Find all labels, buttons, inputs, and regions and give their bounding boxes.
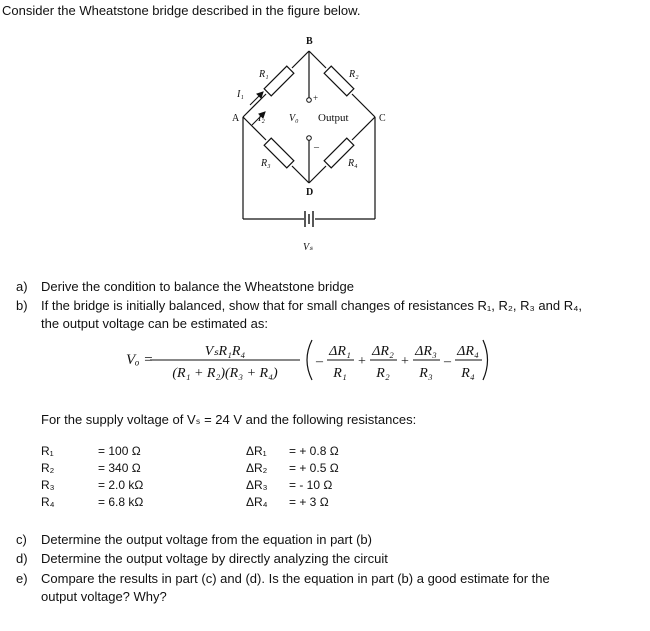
part-a-text: Derive the condition to balance the Wheatstone bridge <box>41 279 354 294</box>
wheatstone-bridge-diagram <box>225 28 415 258</box>
equation-lhs: Vₒ = <box>126 352 154 368</box>
equation-term-3-num: ΔR₃ <box>415 344 437 359</box>
table-row-2-rv: = 340 Ω <box>98 461 141 475</box>
node-b-label: B <box>306 36 313 47</box>
output-minus: – <box>314 142 319 153</box>
part-c <box>16 531 616 549</box>
node-d-label: D <box>306 187 314 198</box>
equation-term-1-sign: – <box>316 354 323 369</box>
table-row-4-r: R₄ <box>41 495 55 509</box>
part-b <box>16 297 616 333</box>
equation-term-3-den: R₃ <box>419 366 433 381</box>
table-row-1-d: ΔR₁ <box>246 444 267 458</box>
equation-main-num: VₛR₁R₄ <box>204 344 246 359</box>
part-e <box>16 570 616 606</box>
table-row-2-dv: = + 0.5 Ω <box>289 461 339 475</box>
table-row-1-dv: = + 0.8 Ω <box>289 444 339 458</box>
part-d <box>16 550 616 568</box>
supply-text: For the supply voltage of Vₛ = 24 V and the following resistances: <box>41 412 417 427</box>
r1-resistor <box>264 66 294 96</box>
part-b-line2: the output voltage can be estimated as: <box>41 316 268 331</box>
part-d-text: Determine the output voltage by directly analyzing the circuit <box>41 551 388 566</box>
table-row-1-r: R₁ <box>41 444 54 458</box>
r1-label: R₁ <box>259 69 269 80</box>
equation-term-4-den: R₄ <box>461 366 475 381</box>
part-c-text: Determine the output voltage from the equation in part (b) <box>41 532 372 547</box>
i1-label: I₁ <box>237 89 244 100</box>
table-row-3-dv: = - 10 Ω <box>289 478 333 492</box>
part-e-label: e) <box>16 571 28 586</box>
r4-label: R₄ <box>348 158 358 169</box>
r3-label: R₃ <box>261 158 271 169</box>
table-row-4-dv: = + 3 Ω <box>289 495 329 509</box>
equation-term-3-sign: + <box>401 354 409 369</box>
node-c-label: C <box>379 113 386 124</box>
equation-term-1-num: ΔR₁ <box>329 344 351 359</box>
equation-term-2-den: R₂ <box>376 366 390 381</box>
part-d-label: d) <box>16 551 28 566</box>
part-a-label: a) <box>16 279 28 294</box>
part-e-line1: Compare the results in part (c) and (d). Is the equation in part (b) a good estimate for the <box>41 571 550 586</box>
node-a-label: A <box>232 113 240 124</box>
table-row-1-rv: = 100 Ω <box>98 444 141 458</box>
r2-label: R₂ <box>349 69 359 80</box>
table-row-3-d: ΔR₃ <box>246 478 268 492</box>
part-c-label: c) <box>16 532 27 547</box>
output-label: Output <box>318 112 349 124</box>
equation-term-4-num: ΔR₄ <box>457 344 479 359</box>
part-e-line2: output voltage? Why? <box>41 589 167 604</box>
values-table <box>41 444 421 516</box>
table-row-3-rv: = 2.0 kΩ <box>98 478 144 492</box>
output-plus: + <box>313 93 319 103</box>
equation-term-2-sign: + <box>358 354 366 369</box>
part-a <box>16 278 616 296</box>
table-row-2-d: ΔR₂ <box>246 461 268 475</box>
table-row-4-d: ΔR₄ <box>246 495 268 509</box>
part-b-label: b) <box>16 298 28 313</box>
equation-term-2-num: ΔR₂ <box>372 344 394 359</box>
equation-main-den: (R₁ + R₂)(R₃ + R₄) <box>172 366 278 381</box>
table-row-4-rv: = 6.8 kΩ <box>98 495 144 509</box>
part-b-line1: If the bridge is initially balanced, show that for small changes of resistances R₁, R₂, R₃ and R₄, <box>41 298 583 313</box>
equation-term-4-sign: – <box>444 354 451 369</box>
i2-label: I₂ <box>258 113 265 124</box>
table-row-3-r: R₃ <box>41 478 55 492</box>
table-row-2-r: R₂ <box>41 461 55 475</box>
vs-label: Vₛ <box>303 242 313 253</box>
estimate-equation <box>120 336 490 386</box>
intro-text: Consider the Wheatstone bridge described in the figure below. <box>2 3 361 18</box>
equation-term-1-den: R₁ <box>333 366 347 381</box>
vo-label: V₀ <box>289 113 299 124</box>
